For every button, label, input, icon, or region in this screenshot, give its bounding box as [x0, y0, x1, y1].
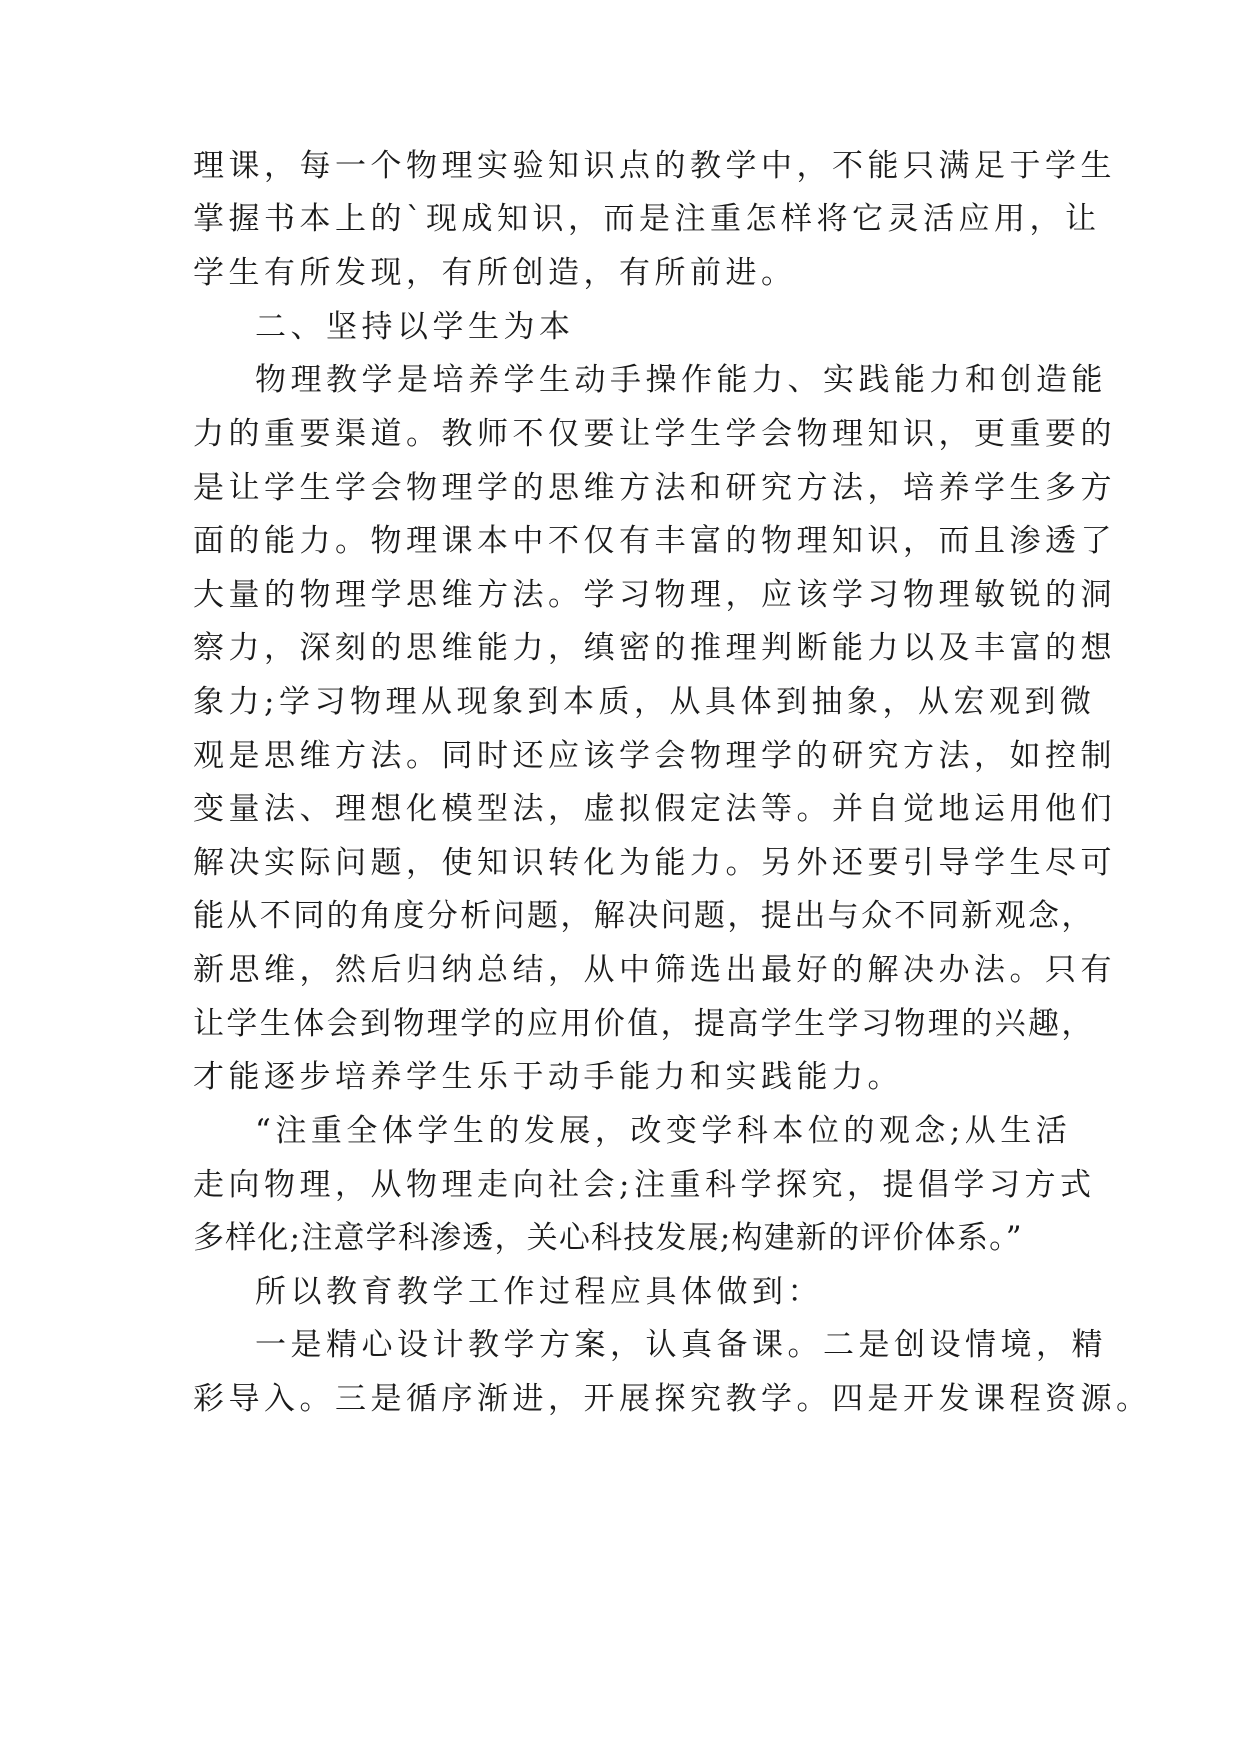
text-line: 彩导入。三是循序渐进，开展探究教学。四是开发课程资源。 [193, 1381, 1152, 1417]
text-line: 大量的物理学思维方法。学习物理，应该学习物理敏锐的洞 [193, 577, 1116, 613]
text-line: 所以教育教学工作过程应具体做到： [255, 1274, 823, 1310]
quote-line: “注重全体学生的发展，改变学科本位的观念;从生活 [255, 1113, 1072, 1149]
quote-line: 多样化;注意学科渗透，关心科技发展;构建新的评价体系。” [193, 1220, 1023, 1256]
text-line: 学生有所发现，有所创造，有所前进。 [193, 255, 797, 291]
text-line: 象力;学习物理从现象到本质，从具体到抽象，从宏观到微 [193, 684, 1096, 720]
text-line: 解决实际问题，使知识转化为能力。另外还要引导学生尽可 [193, 845, 1116, 881]
text-line: 掌握书本上的`现成知识，而是注重怎样将它灵活应用，让 [193, 201, 1101, 237]
text-line: 物理教学是培养学生动手操作能力、实践能力和创造能 [255, 362, 1107, 398]
text-line: 才能逐步培养学生乐于动手能力和实践能力。 [193, 1059, 903, 1095]
text-line: 变量法、理想化模型法，虚拟假定法等。并自觉地运用他们 [193, 791, 1116, 827]
text-line: 新思维，然后归纳总结，从中筛选出最好的解决办法。只有 [193, 952, 1116, 988]
text-line: 是让学生学会物理学的思维方法和研究方法，培养学生多方 [193, 470, 1116, 506]
section-heading: 二、坚持以学生为本 [255, 309, 575, 345]
text-line: 让学生体会到物理学的应用价值，提高学生学习物理的兴趣， [193, 1006, 1095, 1042]
text-line: 面的能力。物理课本中不仅有丰富的物理知识，而且渗透了 [193, 523, 1116, 559]
quote-line: 走向物理，从物理走向社会;注重科学探究，提倡学习方式 [193, 1167, 1096, 1203]
text-line: 察力，深刻的思维能力，缜密的推理判断能力以及丰富的想 [193, 630, 1116, 666]
text-line: 能从不同的角度分析问题，解决问题，提出与众不同新观念， [193, 898, 1095, 934]
text-line: 力的重要渠道。教师不仅要让学生学会物理知识，更重要的 [193, 416, 1116, 452]
text-line: 一是精心设计教学方案，认真备课。二是创设情境，精 [255, 1327, 1107, 1363]
text-line: 观是思维方法。同时还应该学会物理学的研究方法，如控制 [193, 738, 1116, 774]
text-line: 理课，每一个物理实验知识点的教学中，不能只满足于学生 [193, 148, 1116, 184]
